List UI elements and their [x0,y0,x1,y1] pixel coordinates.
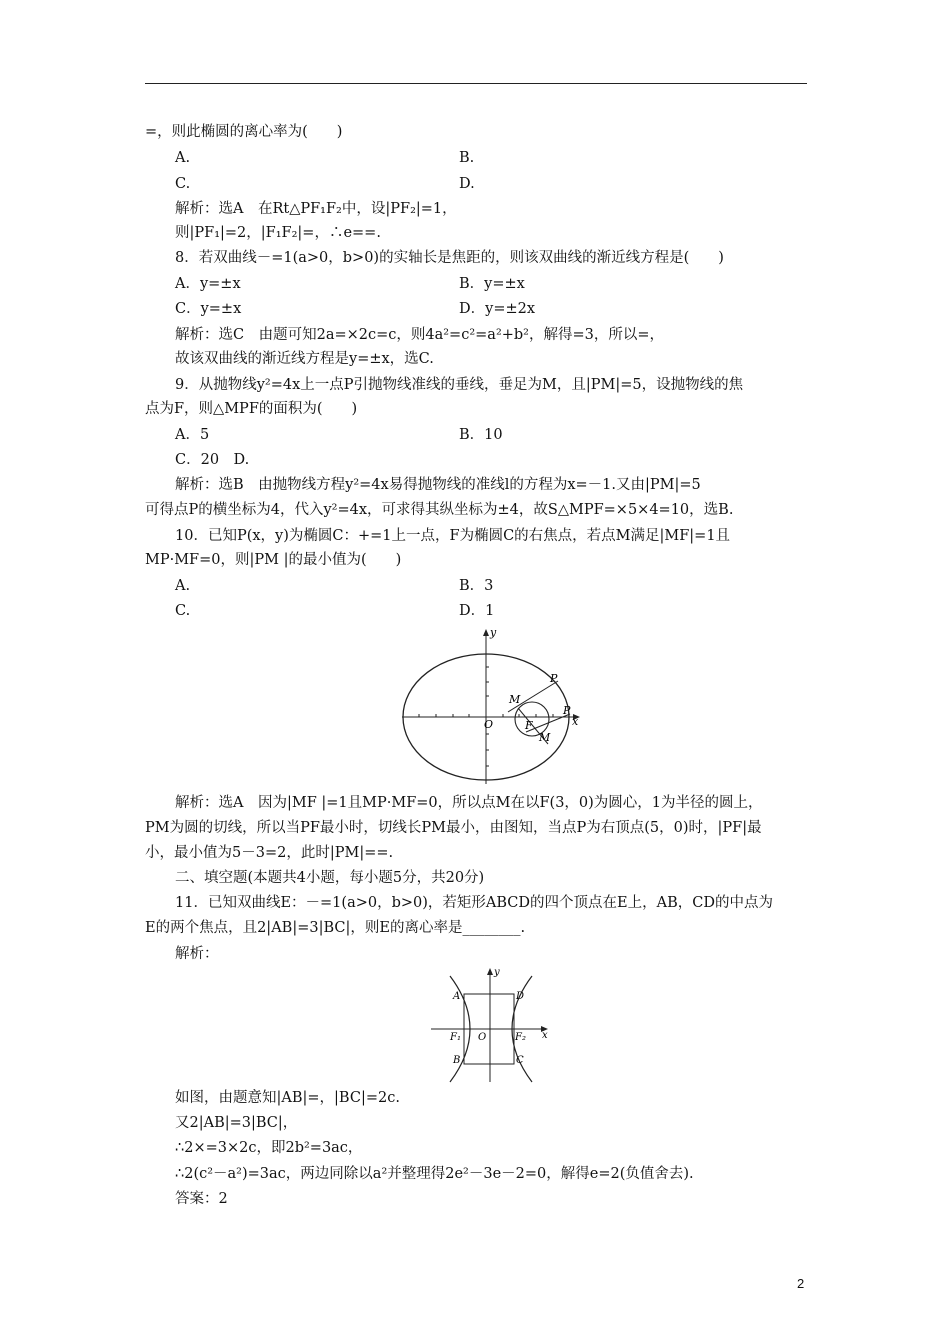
label-y: y [490,626,497,639]
q10-option-b: B．3 [459,578,494,594]
header-rule [145,83,807,84]
q8-option-c: C．y=±x [175,301,242,317]
q8-solution-line1: 解析：选C 由题可知2a=×2c=c，则4a²=c²=a²+b²，解得=3，所以=， [175,327,665,343]
label-y: y [494,967,500,978]
q9-option-a: A．5 [175,427,210,443]
q10-stem-line1: 10．已知P(x，y)为椭圆C：+=1上一点，F为椭圆C的右焦点，若点M满足|MF|=1且 [175,528,731,544]
label-f2: F₂ [515,1032,526,1043]
q9-stem-line1: 9．从抛物线y²=4x上一点P引抛物线准线的垂线，垂足为M，且|PM|=5，设抛物线的焦 [175,377,744,393]
q7-stem-cont: =，则此椭圆的离心率为( ) [145,124,343,140]
q7-option-c: C. [175,176,191,192]
label-m2: M [539,731,551,744]
q11-solution-line2: 又2|AB|=3|BC|， [175,1115,298,1131]
label-c: C [516,1055,524,1066]
q8-option-b: B．y=±x [459,276,525,292]
label-a: A [453,991,461,1002]
y-axis-arrow [483,629,489,636]
label-m1: M [509,693,521,706]
q9-stem-line2: 点为F，则△MPF的面积为( ) [145,401,358,417]
q11-stem-line2: E的两个焦点，且2|AB|=3|BC|，则E的离心率是________. [145,920,526,936]
section-heading: 二、填空题(本题共4小题，每小题5分，共20分) [175,870,485,886]
ellipse-figure [398,624,588,786]
label-d: D [516,991,525,1002]
q10-solution-line3: 小，最小值为5－3=2，此时|PM|==. [145,845,394,861]
q10-solution-line2: PM为圆的切线，所以当PF最小时，切线长PM最小，由图知，当点P为右顶点(5，0)时，|PF|最 [145,820,762,836]
q10-stem-line2: MP·MF=0，则|PM |的最小值为( ) [145,552,402,568]
hyperbola-figure [428,962,556,1084]
q9-option-cd: C．20 D. [175,452,250,468]
q10-option-a: A. [175,578,191,594]
q11-solution-line3: ∴2×=3×2c，即2b²=3ac， [175,1140,363,1156]
q7-option-a: A. [175,150,191,166]
q11-solution-label: 解析： [175,946,219,962]
q8-option-d: D．y=±2x [459,301,536,317]
q8-stem: 8．若双曲线－=1(a>0，b>0)的实轴长是焦距的，则该双曲线的渐近线方程是( ) [175,250,724,266]
label-f1: F₁ [450,1032,461,1043]
label-b: B [453,1055,461,1066]
q7-solution-line2: 则|PF₁|=2，|F₁F₂|=，∴e==. [175,225,381,241]
q10-option-c: C. [175,603,191,619]
q11-stem-line1: 11．已知双曲线E：－=1(a>0，b>0)，若矩形ABCD的四个顶点在E上，AB，CD的中点为 [175,895,773,911]
label-o: O [484,718,494,731]
label-x: x [572,715,579,728]
q8-solution-line2: 故该双曲线的渐近线方程是y=±x，选C. [175,351,434,367]
q7-option-d: D. [459,176,475,192]
q11-solution-line4: ∴2(c²－a²)=3ac，两边同除以a²并整理得2e²－3e－2=0，解得e=2(负值舍去). [175,1166,694,1182]
q9-solution-line2: 可得点P的横坐标为4，代入y²=4x，可求得其纵坐标为±4，故S△MPF=×5×4=10，选B. [145,502,734,518]
q10-solution-line1: 解析：选A 因为|MF |=1且MP·MF=0，所以点M在以F(3，0)为圆心，1为半径的圆上， [175,795,763,811]
page-number: 2 [797,1276,805,1291]
label-o: O [478,1032,487,1043]
q10-option-d: D．1 [459,603,495,619]
q7-option-b: B. [459,150,475,166]
q8-option-a: A．y=±x [175,276,241,292]
q7-solution-line1: 解析：选A 在Rt△PF₁F₂中，设|PF₂|=1， [175,201,457,217]
y-axis-arrow [487,968,493,975]
label-p2: P [563,704,571,717]
q11-solution-line1: 如图，由题意知|AB|=，|BC|=2c. [175,1090,400,1106]
label-f: F [525,719,533,732]
q9-option-b: B．10 [459,427,503,443]
q11-answer: 答案：2 [175,1191,228,1207]
label-p1: P [550,672,558,685]
label-x: x [542,1030,548,1041]
q9-solution-line1: 解析：选B 由抛物线方程y²=4x易得抛物线的准线l的方程为x=－1.又由|PM|=5 [175,477,701,493]
